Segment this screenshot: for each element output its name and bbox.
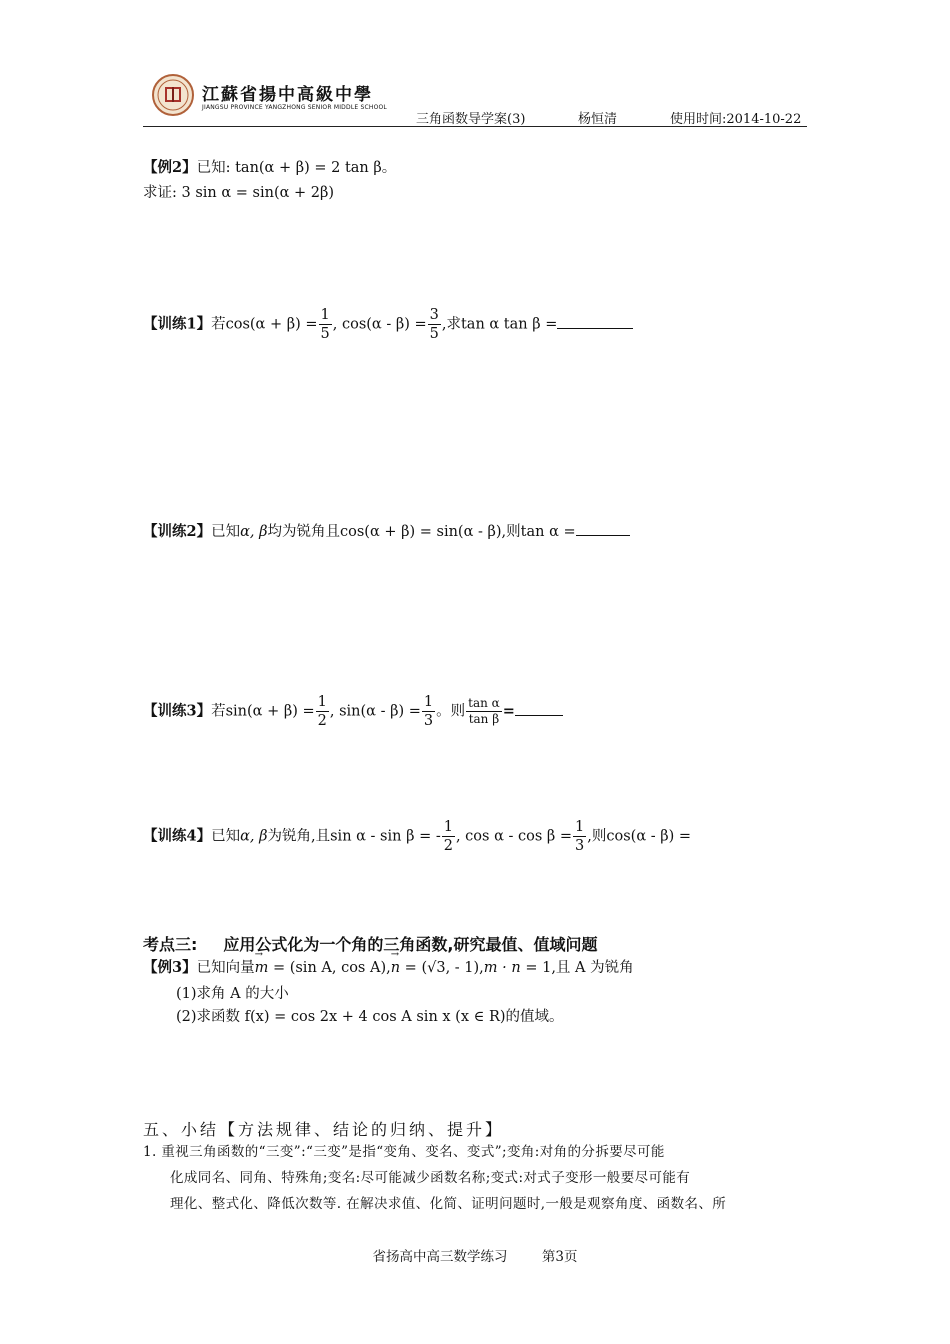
- training-4-ask: cos(α - β) =: [606, 828, 692, 845]
- fraction-numerator: 1: [317, 694, 327, 710]
- training-4-expr-b: , cos α - cos β =: [455, 828, 573, 845]
- ratio-numerator: tan α: [468, 696, 500, 710]
- footer-text: 省扬高中高三数学练习: [372, 1249, 508, 1265]
- example-3-tag: 【例3】: [143, 959, 197, 976]
- fraction-numerator: 1: [575, 819, 585, 835]
- school-name-cn: 江蘇省揚中高級中學: [202, 85, 373, 105]
- vector-m-value: = (sin A, cos A),: [268, 960, 391, 976]
- training-1: [143, 306, 633, 343]
- question-2-tail: 的值域。: [505, 1009, 564, 1025]
- training-2-then: ,则: [501, 524, 521, 540]
- answer-blank[interactable]: [515, 701, 563, 716]
- fraction-numerator: 1: [423, 694, 434, 710]
- fraction-denominator: 5: [429, 326, 439, 342]
- training-3-fraction-2: [422, 693, 435, 730]
- ratio-denominator: tan β: [466, 711, 502, 727]
- training-3-eq: =: [502, 702, 515, 720]
- fraction-denominator: 5: [320, 326, 330, 342]
- training-1-lead: 若: [211, 316, 226, 333]
- training-3-tag: 【训练3】: [143, 702, 212, 720]
- training-2: [143, 520, 630, 541]
- example-3-question-2: [176, 1005, 564, 1026]
- example-2-given: [143, 156, 396, 177]
- training-4-mid: 为锐角,且: [267, 828, 331, 845]
- example-2-tag: 【例2】: [143, 159, 197, 176]
- training-4-fraction-2: [573, 818, 586, 855]
- fraction-numerator: 1: [443, 819, 453, 835]
- school-name-en: JIANGSU PROVINCE YANGZHONG SENIOR MIDDLE SCHOOL: [202, 104, 387, 111]
- vector-m: → m: [255, 960, 269, 976]
- dot-product: m · n: [483, 960, 521, 976]
- example-2-prove: [143, 181, 334, 202]
- training-4: [143, 818, 691, 855]
- summary-title: 五、小结【方法规律、结论的归纳、提升】: [143, 1120, 505, 1139]
- section-3-title: 应用公式化为一个角的三角函数,研究最值、值域问题: [223, 935, 598, 954]
- vector-n-value: = (√3, - 1),: [400, 960, 484, 976]
- fraction-numerator: 3: [429, 307, 439, 323]
- training-4-fraction-1: [442, 818, 455, 855]
- training-2-vars: α, β: [240, 524, 268, 540]
- training-3-expr-a: sin(α + β) =: [225, 703, 315, 720]
- dot-product-value: = 1: [520, 960, 552, 976]
- training-3-expr-b: , sin(α - β) =: [329, 703, 421, 720]
- fraction-denominator: 3: [423, 713, 434, 729]
- training-2-ask: tan α =: [520, 524, 576, 540]
- question-2-formula: f(x) = cos 2x + 4 cos A sin x (x ∈ R): [244, 1009, 506, 1025]
- example-2-prove-label: 求证:: [143, 185, 177, 201]
- vector-n: → n: [391, 960, 400, 976]
- training-2-lead: 已知: [211, 524, 241, 540]
- training-3-ratio: [466, 696, 502, 727]
- training-4-tag: 【训练4】: [143, 827, 212, 845]
- page-number: 第3页: [541, 1249, 578, 1265]
- training-1-mid: ,求: [441, 316, 461, 333]
- example-3-tail: ,且 A 为锐角: [551, 960, 634, 976]
- training-3-lead: 若: [211, 703, 226, 720]
- training-4-vars: α, β: [240, 828, 268, 845]
- doc-title: 三角函数导学案(3): [416, 112, 526, 127]
- training-1-expr-a: cos(α + β) =: [225, 316, 318, 333]
- training-1-expr-c: tan α tan β =: [460, 316, 558, 333]
- date-value: 2014-10-22: [726, 112, 802, 127]
- training-2-tag: 【训练2】: [143, 523, 212, 540]
- training-2-mid: 均为锐角且: [267, 524, 340, 540]
- example-2-given-label: 已知:: [196, 160, 231, 176]
- training-1-tag: 【训练1】: [143, 315, 212, 333]
- training-3-then: 。则: [436, 703, 466, 720]
- training-4-lead: 已知: [211, 828, 241, 845]
- training-3: [143, 693, 563, 730]
- fraction-denominator: 3: [575, 838, 585, 854]
- date-label: [670, 108, 801, 127]
- example-2-prove-formula: 3 sin α = sin(α + 2β): [181, 185, 335, 201]
- date-label-text: 使用时间:: [670, 112, 727, 127]
- section-3-heading: [143, 932, 598, 955]
- training-1-fraction-1: [319, 306, 332, 343]
- fraction-denominator: 2: [317, 713, 327, 729]
- example-3-question-1: (1)求角 A 的大小: [176, 986, 289, 1002]
- training-1-expr-b: , cos(α - β) =: [332, 316, 427, 333]
- training-3-fraction-1: [316, 693, 329, 730]
- fraction-numerator: 1: [320, 307, 330, 323]
- header-rule: [143, 126, 807, 127]
- summary-line-3: 理化、整式化、降低次数等. 在解决求值、化简、证明问题时,一般是观察角度、函数名、所: [170, 1196, 727, 1212]
- page-footer: [0, 1245, 950, 1265]
- answer-blank[interactable]: [576, 521, 630, 536]
- training-1-fraction-2: [428, 306, 441, 343]
- training-4-then: ,则: [587, 828, 607, 845]
- answer-blank[interactable]: [557, 314, 633, 329]
- question-2-lead: (2)求函数: [176, 1009, 241, 1025]
- summary-line-2: 化成同名、同角、特殊角;变名:尽可能减少函数名称;变式:对式子变形一般要尽可能有: [170, 1170, 691, 1186]
- training-2-expr: cos(α + β) = sin(α - β): [340, 524, 502, 540]
- example-3-lead: 已知向量: [196, 960, 255, 976]
- school-logo: [152, 74, 194, 116]
- training-4-expr-a: sin α - sin β = -: [330, 828, 441, 845]
- summary-line-1: 1. 重视三角函数的“三变”:“三变”是指“变角、变名、变式”;变角:对角的分拆要尽可能: [143, 1144, 665, 1160]
- example-2-given-end: 。: [381, 160, 397, 176]
- section-3-label: 考点三:: [143, 935, 198, 954]
- example-2-given-formula: tan(α + β) = 2 tan β: [235, 160, 382, 176]
- example-3: [143, 956, 634, 977]
- author: 杨恒清: [578, 112, 618, 127]
- fraction-denominator: 2: [443, 838, 453, 854]
